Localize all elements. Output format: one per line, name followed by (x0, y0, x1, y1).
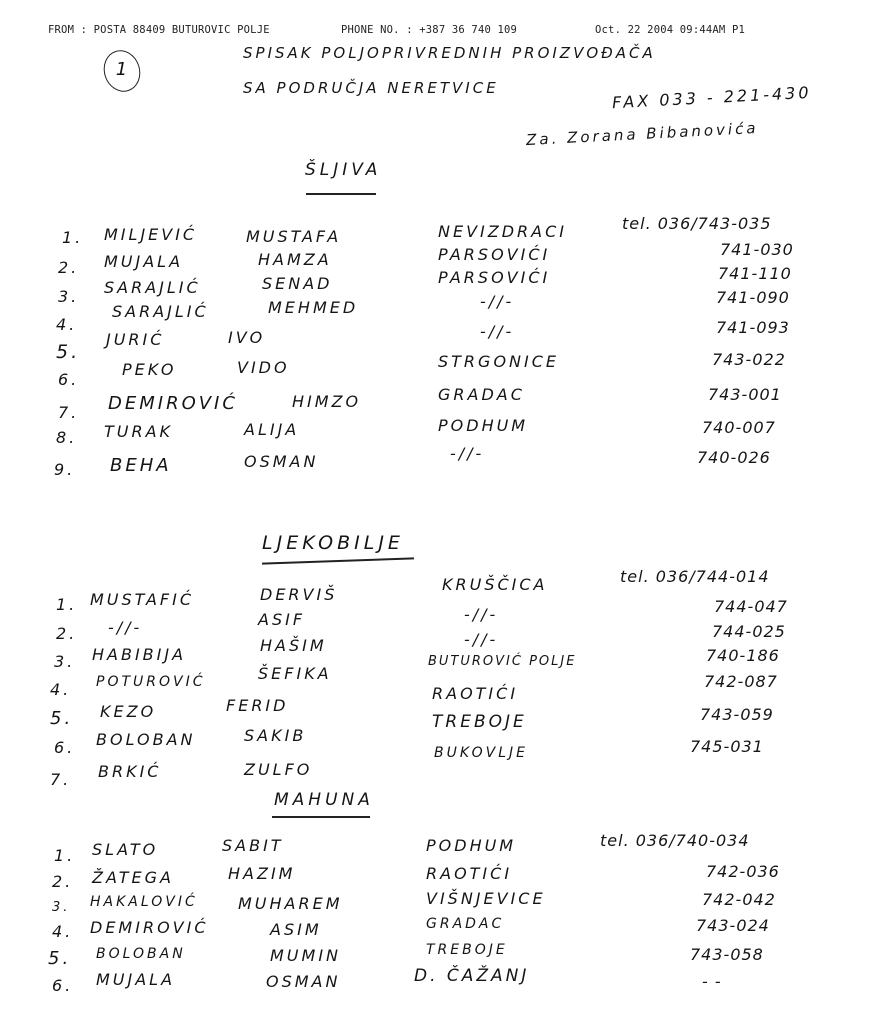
farmer-phone: 745-031 (690, 737, 764, 756)
row-number: 4. (56, 315, 78, 334)
farmer-place: PODHUM (426, 836, 517, 855)
farmer-name: ZULFO (244, 760, 313, 779)
farmer-surname: SARAJLIĆ (104, 278, 201, 297)
farmer-name: IVO (228, 328, 266, 347)
farmer-place: D. ČAŽANJ (414, 966, 530, 986)
farmer-name: ASIM (270, 920, 322, 939)
farmer-place: -//- (464, 630, 499, 649)
farmer-name: HAMZA (258, 250, 332, 269)
page-number-circle (98, 45, 145, 96)
farmer-name: SABIT (222, 836, 284, 855)
section-underline (262, 557, 414, 564)
farmer-place: PARSOVIĆI (438, 245, 551, 264)
row-number: 2. (58, 258, 80, 277)
farmer-surname: BEHA (110, 455, 172, 476)
farmer-name: ŠEFIKA (258, 664, 332, 683)
row-number: 1. (54, 846, 76, 865)
farmer-place: TREBOJE (426, 942, 508, 958)
section-title-sljiva: ŠLJIVA (305, 160, 382, 180)
farmer-place: -//- (450, 444, 485, 463)
farmer-name: MUSTAFA (246, 227, 342, 246)
row-number: 7. (58, 403, 80, 422)
farmer-name: MUHAREM (238, 894, 343, 913)
row-number: 4. (50, 680, 72, 699)
farmer-place: GRADAC (426, 916, 505, 932)
document-subtitle: SA PODRUČJA NERETVICE (243, 79, 499, 97)
farmer-place: GRADAC (438, 385, 525, 404)
farmer-surname: HABIBIJA (92, 645, 187, 664)
farmer-phone: 741-110 (718, 264, 792, 283)
farmer-surname: SARAJLIĆ (112, 302, 209, 321)
row-number: 3. (58, 287, 80, 306)
farmer-place: -//- (480, 322, 515, 341)
row-number: 6. (54, 738, 76, 757)
section-underline (272, 816, 370, 818)
section-underline (306, 193, 376, 195)
farmer-name: HAZIM (228, 864, 296, 883)
farmer-phone: 741-090 (716, 288, 790, 307)
farmer-name: SAKIB (244, 726, 307, 745)
row-number: 5. (50, 708, 74, 729)
farmer-name: MEHMED (268, 298, 359, 317)
row-number: 9. (54, 460, 76, 479)
farmer-name: SENAD (262, 274, 333, 293)
farmer-name: HAŠIM (260, 636, 327, 655)
farmer-phone: 744-047 (714, 597, 788, 616)
farmer-phone: 740-186 (706, 646, 780, 665)
farmer-place: STRGONICE (438, 352, 560, 371)
row-number: 6. (52, 976, 74, 995)
farmer-name: ALIJA (244, 420, 300, 439)
farmer-name: DERVIŠ (260, 585, 338, 604)
section-title-mahuna: MAHUNA (274, 790, 374, 810)
farmer-surname: KEZO (100, 702, 157, 721)
farmer-surname: MUSTAFIĆ (90, 590, 195, 609)
farmer-phone: 744-025 (712, 622, 786, 641)
farmer-phone: tel. 036/740-034 (600, 831, 750, 850)
farmer-phone: 740-026 (697, 448, 771, 467)
row-number: 5. (48, 948, 72, 969)
fax-sender: FROM : POSTA 88409 BUTUROVIC POLJE (48, 24, 270, 36)
farmer-surname: BOLOBAN (96, 946, 186, 962)
farmer-surname: MUJALA (96, 970, 176, 989)
row-number: 2. (56, 624, 78, 643)
row-number: 7. (50, 770, 72, 789)
farmer-phone: tel. 036/744-014 (620, 567, 770, 586)
farmer-phone: 743-059 (700, 705, 774, 724)
row-number: 2. (52, 872, 74, 891)
farmer-name: ASIF (258, 610, 306, 629)
farmer-place: VIŠNJEVICE (426, 889, 546, 908)
farmer-place: TREBOJE (432, 712, 527, 732)
row-number: 3. (52, 900, 71, 915)
row-number: 8. (56, 428, 78, 447)
row-number: 3. (54, 652, 76, 671)
farmer-surname: MUJALA (104, 252, 184, 271)
farmer-place: -//- (480, 292, 515, 311)
farmer-place: BUKOVLJE (434, 745, 529, 761)
farmer-place: RAOTIĆI (432, 684, 519, 703)
farmer-surname: PEKO (122, 360, 177, 379)
row-number: 1. (56, 595, 78, 614)
farmer-phone: 740-007 (702, 418, 776, 437)
farmer-surname: MILJEVIĆ (104, 225, 198, 244)
row-number: 4. (52, 922, 74, 941)
farmer-phone: 743-001 (708, 385, 782, 404)
row-number: 6. (58, 370, 80, 389)
row-number: 1. (62, 228, 84, 247)
farmer-phone: 743-058 (690, 945, 764, 964)
farmer-surname: BOLOBAN (96, 730, 196, 749)
farmer-phone: 741-030 (720, 240, 794, 259)
farmer-place: BUTUROVIĆ POLJE (428, 654, 577, 669)
document-title: SPISAK POLJOPRIVREDNIH PROIZVOĐAČA (243, 44, 656, 62)
farmer-surname: SLATO (92, 840, 159, 859)
farmer-place: PODHUM (438, 416, 529, 435)
section-title-ljekobilje: LJEKOBILJE (262, 532, 404, 554)
farmer-surname: BRKIĆ (98, 762, 162, 781)
farmer-place: KRUŠČICA (442, 575, 548, 594)
farmer-place: RAOTIĆI (426, 864, 513, 883)
farmer-place: -//- (464, 605, 499, 624)
farmer-surname: ŽATEGA (92, 868, 174, 887)
row-number: 5. (56, 341, 81, 363)
farmer-surname: DEMIROVIĆ (108, 393, 238, 414)
farmer-name: HIMZO (292, 392, 362, 411)
farmer-phone: 742-036 (706, 862, 780, 881)
farmer-phone: 743-024 (696, 916, 770, 935)
farmer-surname: TURAK (104, 422, 174, 441)
farmer-surname: JURIĆ (106, 330, 165, 349)
farmer-place: NEVIZDRACI (438, 222, 567, 241)
farmer-name: OSMAN (244, 452, 319, 471)
farmer-surname: -//- (108, 618, 143, 637)
fax-datetime: Oct. 22 2004 09:44AM P1 (595, 24, 745, 36)
fax-number: FAX 033 - 221-430 (611, 82, 812, 113)
attention-line: Za. Zorana Bibanovića (525, 118, 759, 150)
farmer-name: VIDO (237, 358, 290, 377)
farmer-phone: 743-022 (712, 350, 786, 369)
farmer-name: MUMIN (270, 946, 342, 965)
farmer-surname: HAKALOVIĆ (90, 894, 198, 910)
farmer-phone: tel. 036/743-035 (622, 214, 772, 233)
fax-phone: PHONE NO. : +387 36 740 109 (341, 24, 518, 36)
farmer-phone: 742-042 (702, 890, 776, 909)
page-number: 1 (115, 59, 128, 81)
farmer-phone: 742-087 (704, 672, 778, 691)
farmer-phone: - - (702, 972, 722, 991)
farmer-name: OSMAN (266, 972, 341, 991)
farmer-place: PARSOVIĆI (438, 268, 551, 287)
farmer-surname: POTUROVIĆ (96, 674, 206, 690)
farmer-surname: DEMIROVIĆ (90, 918, 209, 937)
farmer-phone: 741-093 (716, 318, 790, 337)
farmer-name: FERID (226, 696, 289, 715)
